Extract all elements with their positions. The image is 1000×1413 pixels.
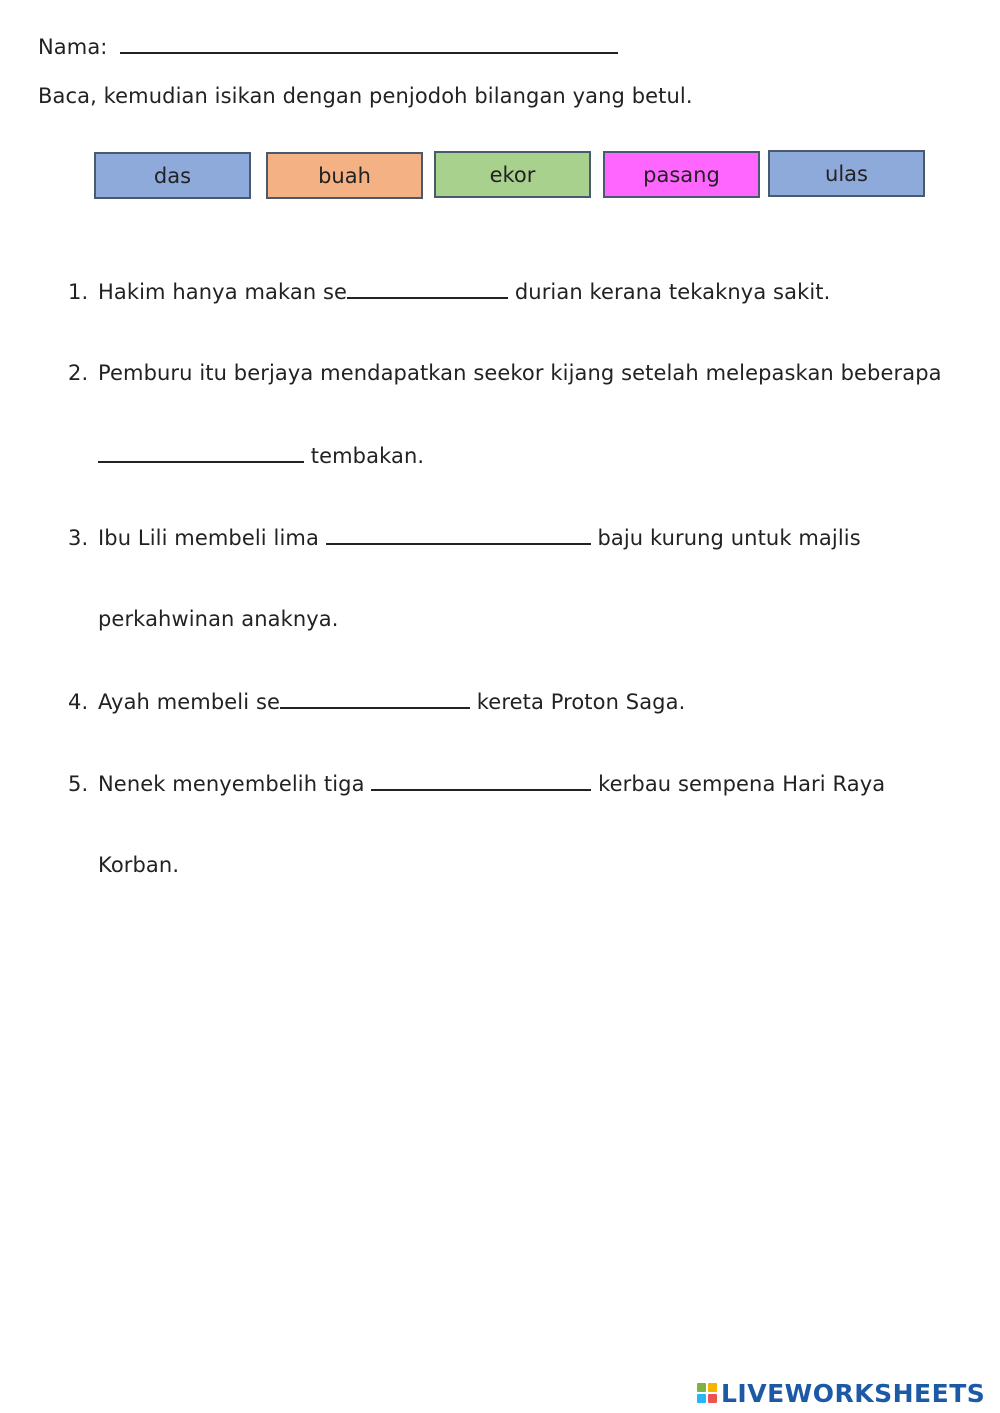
question-number: 2. — [68, 361, 89, 385]
question-4 — [68, 689, 685, 714]
question-3-continuation: perkahwinan anaknya. — [98, 607, 339, 631]
instruction-text: Baca, kemudian isikan dengan penjodoh bilangan yang betul. — [38, 84, 693, 108]
question-text-before: Ayah membeli se — [98, 690, 281, 714]
name-label: Nama: — [38, 35, 108, 59]
question-2 — [68, 361, 942, 385]
logo-text: LIVEWORKSHEETS — [721, 1378, 986, 1408]
question-number: 3. — [68, 526, 89, 550]
question-text-before: Ibu Lili membeli lima — [98, 526, 326, 550]
question-5-continuation: Korban. — [98, 853, 180, 877]
question-text-after: baju kurung untuk majlis — [590, 526, 861, 550]
logo-square-icon — [708, 1394, 717, 1403]
question-3 — [68, 525, 861, 550]
answer-blank-5[interactable] — [371, 771, 591, 791]
liveworksheets-logo-icon — [697, 1383, 717, 1403]
question-text-after: kereta Proton Saga. — [470, 690, 686, 714]
question-text-before: Nenek menyembelih tiga — [98, 772, 372, 796]
question-text-before: Pemburu itu berjaya mendapatkan seekor kijang setelah melepaskan beberapa — [98, 361, 942, 385]
answer-blank-2[interactable] — [98, 443, 304, 463]
question-number: 4. — [68, 690, 89, 714]
word-buah[interactable]: buah — [266, 152, 423, 199]
answer-blank-1[interactable] — [347, 279, 508, 299]
name-input[interactable] — [120, 34, 618, 54]
question-number: 5. — [68, 772, 89, 796]
question-1 — [68, 279, 830, 304]
question-text-before: Hakim hanya makan se — [98, 280, 348, 304]
question-5 — [68, 771, 885, 796]
answer-blank-4[interactable] — [280, 689, 470, 709]
question-text-after: kerbau sempena Hari Raya — [591, 772, 886, 796]
liveworksheets-logo — [697, 1378, 985, 1408]
word-das[interactable]: das — [94, 152, 251, 199]
word-ekor[interactable]: ekor — [434, 151, 591, 198]
logo-square-icon — [708, 1383, 717, 1392]
question-2-continuation — [98, 443, 424, 468]
answer-blank-3[interactable] — [326, 525, 591, 545]
question-text-after: durian kerana tekaknya sakit. — [508, 280, 831, 304]
question-text-after: tembakan. — [304, 444, 425, 468]
logo-square-icon — [697, 1394, 706, 1403]
word-ulas[interactable]: ulas — [768, 150, 925, 197]
logo-square-icon — [697, 1383, 706, 1392]
word-pasang[interactable]: pasang — [603, 151, 760, 198]
name-row — [38, 34, 618, 59]
question-number: 1. — [68, 280, 89, 304]
